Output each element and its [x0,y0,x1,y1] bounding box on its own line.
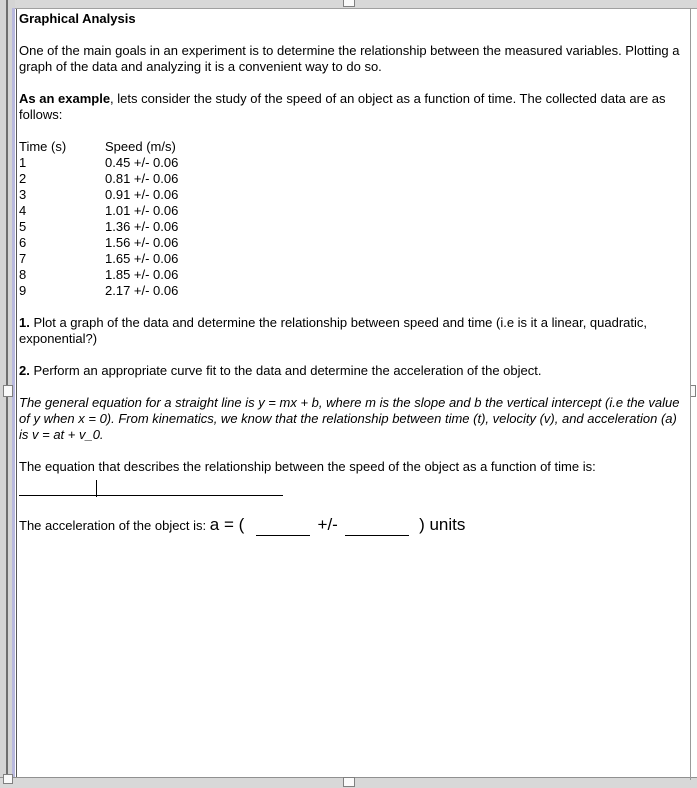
table-row [19,187,178,203]
speed-cell: 1.36 +/- 0.06 [105,219,179,234]
question-2 [19,363,541,379]
speed-cell: 1.65 +/- 0.06 [105,251,179,266]
left-resize-handle[interactable] [3,385,13,397]
intro-paragraph: One of the main goals in an experiment is to determine the relationship between the measured variables. Plotting a graph of the data and analyzing it is a convenient way to do so. [19,43,680,74]
text-cursor [96,480,97,497]
question-2-text: Perform an appropriate curve fit to the data and determine the acceleration of the object. [29,363,542,378]
acceleration-value-field[interactable] [256,521,310,536]
speed-cell: 0.91 +/- 0.06 [105,187,179,202]
table-row [19,235,178,251]
document-area[interactable] [16,9,691,777]
time-cell: 6 [19,235,27,250]
time-cell: 5 [19,219,27,234]
acceleration-line [19,515,465,536]
table-row [19,219,178,235]
uncertainty-field[interactable] [345,521,409,536]
acceleration-symbol: a = ( [209,515,245,534]
example-lead: As an example [19,91,111,106]
speed-cell: 0.81 +/- 0.06 [105,171,179,186]
top-resize-handle[interactable] [343,0,355,7]
example-text: , lets consider the study of the speed of an object as a function of time. The collected data are as follows: [19,91,666,122]
example-paragraph [19,91,687,123]
speed-cell: 1.01 +/- 0.06 [105,203,179,218]
table-row [19,283,178,299]
table-row [19,155,178,171]
time-cell: 9 [19,283,27,298]
data-table [19,139,178,299]
plus-minus: +/- [317,515,338,534]
table-row [19,203,178,219]
question-1 [19,315,687,347]
units-label: ) units [419,515,466,534]
bottom-resize-handle[interactable] [343,777,355,787]
table-row [19,251,178,267]
equation-answer-field[interactable] [19,479,283,496]
time-cell: 1 [19,155,27,170]
table-header-row [19,139,178,155]
time-cell: 4 [19,203,27,218]
question-2-number: 2. [19,363,30,378]
right-border-line [690,8,691,780]
table-row [19,267,178,283]
speed-cell: 0.45 +/- 0.06 [105,155,179,170]
table-row [19,171,178,187]
equation-prompt: The equation that describes the relationship between the speed of the object as a function of time is: [19,459,596,474]
question-1-number: 1. [19,315,30,330]
acceleration-prefix: The acceleration of the object is: [19,518,210,533]
header-time: Time (s) [19,139,67,154]
header-speed: Speed (m/s) [105,139,176,154]
corner-handle[interactable] [3,774,13,784]
question-1-text: Plot a graph of the data and determine the relationship between speed and time (i.e is it a linear, quadratic, exponential?) [19,315,648,346]
time-cell: 2 [19,171,27,186]
time-cell: 7 [19,251,27,266]
page-title: Graphical Analysis [19,11,136,26]
speed-cell: 2.17 +/- 0.06 [105,283,179,298]
speed-cell: 1.85 +/- 0.06 [105,267,179,282]
time-cell: 3 [19,187,27,202]
speed-cell: 1.56 +/- 0.06 [105,235,179,250]
equation-note: The general equation for a straight line is y = mx + b, where m is the slope and b the vertical intercept (i.e the value of y when x = 0). From kinematics, we know that the relationship between time (t), velocity (v), and acceleration (a) is v = at + v_0. [19,395,680,442]
time-cell: 8 [19,267,27,282]
